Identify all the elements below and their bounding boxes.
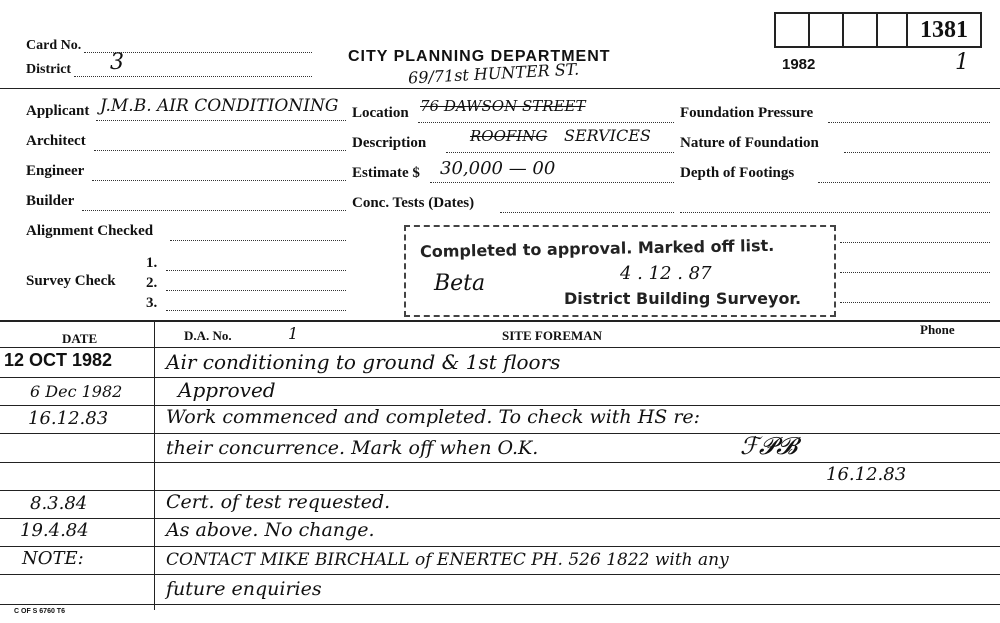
extra-line-1	[680, 212, 990, 213]
row-line-0	[0, 347, 1000, 348]
row-6-date: 8.3.84	[30, 493, 88, 514]
engineer-line	[92, 180, 346, 181]
depth-of-footings-line	[818, 182, 990, 183]
table-top-border	[0, 320, 1000, 322]
col-foreman-header: SITE FOREMAN	[502, 328, 603, 343]
number-box-2	[808, 12, 844, 48]
stamp-date: 4 . 12 . 87	[620, 263, 712, 284]
location-label: Location	[352, 105, 409, 121]
row-line-6	[0, 518, 1000, 519]
box-mark: 1	[955, 50, 969, 75]
row-2-date: 6 Dec 1982	[30, 382, 123, 401]
number-box-1	[774, 12, 810, 48]
district-value: 3	[110, 50, 124, 75]
row-1-text: Air conditioning to ground & 1st floors	[166, 350, 561, 374]
row-line-8	[0, 574, 1000, 575]
conc-tests-label: Conc. Tests (Dates)	[352, 195, 475, 211]
row-9-text: future enquiries	[166, 578, 322, 600]
approval-stamp	[404, 225, 836, 317]
survey-check-label: Survey Check	[26, 273, 116, 289]
estimate-line	[430, 182, 674, 183]
nature-of-foundation-label: Nature of Foundation	[680, 135, 819, 151]
row-6-text: Cert. of test requested.	[166, 491, 391, 513]
foreman-signature-icon: ℱ𝓟𝓑	[740, 432, 798, 460]
row-line-9	[0, 604, 1000, 605]
header-divider	[0, 88, 1000, 89]
form-code: C OF S 6760 T6	[14, 608, 65, 615]
row-line-5	[0, 490, 1000, 491]
extra-line-3	[840, 272, 990, 273]
card-number: 1381	[920, 17, 968, 43]
col-date-header: DATE	[62, 331, 98, 346]
description-line	[446, 152, 674, 153]
row-line-4	[0, 462, 1000, 463]
col-phone-header: Phone	[920, 322, 955, 337]
foundation-pressure-label: Foundation Pressure	[680, 105, 814, 121]
architect-label: Architect	[26, 133, 86, 149]
card-number-box	[906, 12, 982, 48]
row-7-text: As above. No change.	[166, 519, 375, 541]
row-line-3	[0, 433, 1000, 434]
architect-line	[94, 150, 346, 151]
location-line	[418, 122, 674, 123]
engineer-label: Engineer	[26, 163, 85, 179]
stamp-line-1: Completed to approval. Marked off list.	[419, 235, 775, 262]
district-label: District	[26, 62, 72, 77]
department-title: CITY PLANNING DEPARTMENT	[348, 48, 611, 65]
survey-line-3	[166, 310, 346, 311]
location-struck-value: 76 DAWSON STREET	[420, 97, 586, 115]
survey-line-1	[166, 270, 346, 271]
alignment-line	[170, 240, 346, 241]
alignment-label: Alignment Checked	[26, 223, 154, 239]
builder-line	[82, 210, 346, 211]
survey-item-2: 2.	[146, 275, 158, 291]
year-printed: 1982	[782, 56, 816, 73]
row-7-date: 19.4.84	[20, 520, 89, 541]
da-number-value: 1	[288, 324, 299, 343]
foundation-pressure-line	[828, 122, 990, 123]
survey-item-3: 3.	[146, 295, 158, 311]
description-struck-value: ROOFING	[470, 127, 548, 145]
district-line	[74, 76, 312, 77]
conc-tests-line	[500, 212, 674, 213]
survey-line-2	[166, 290, 346, 291]
date-column-divider	[154, 320, 155, 610]
row-3-text: Work commenced and completed. To check with HS re:	[166, 406, 701, 428]
stamp-line-3: District Building Surveyor.	[564, 289, 802, 308]
stamp-signature: Beta	[434, 271, 486, 296]
row-4-text: their concurrence. Mark off when O.K.	[166, 437, 539, 459]
row-3-date: 16.12.83	[28, 408, 109, 429]
row-5-date-note: 16.12.83	[826, 464, 907, 485]
row-line-7	[0, 546, 1000, 547]
estimate-label: Estimate $	[352, 165, 420, 181]
applicant-line	[96, 120, 346, 121]
number-box-3	[842, 12, 878, 48]
survey-item-1: 1.	[146, 255, 158, 271]
row-8-text: CONTACT MIKE BIRCHALL of ENERTEC PH. 526 1822 with any	[166, 550, 729, 570]
extra-line-2	[840, 242, 990, 243]
description-label: Description	[352, 135, 427, 151]
row-1-date: 12 OCT 1982	[4, 350, 113, 370]
nature-of-foundation-line	[844, 152, 990, 153]
estimate-value: 30,000 — 00	[440, 158, 556, 179]
description-value: SERVICES	[564, 126, 651, 145]
applicant-value: J.M.B. AIR CONDITIONING	[100, 96, 339, 116]
row-2-text: Approved	[178, 378, 276, 402]
card-no-label: Card No.	[26, 38, 82, 53]
address-handwritten: 69/71st HUNTER ST.	[407, 59, 580, 88]
col-da-header: D.A. No.	[184, 328, 232, 343]
row-line-1	[0, 377, 1000, 378]
builder-label: Builder	[26, 193, 75, 209]
row-8-date: NOTE:	[22, 548, 84, 569]
applicant-label: Applicant	[26, 103, 90, 119]
depth-of-footings-label: Depth of Footings	[680, 165, 795, 181]
extra-line-4	[840, 302, 990, 303]
